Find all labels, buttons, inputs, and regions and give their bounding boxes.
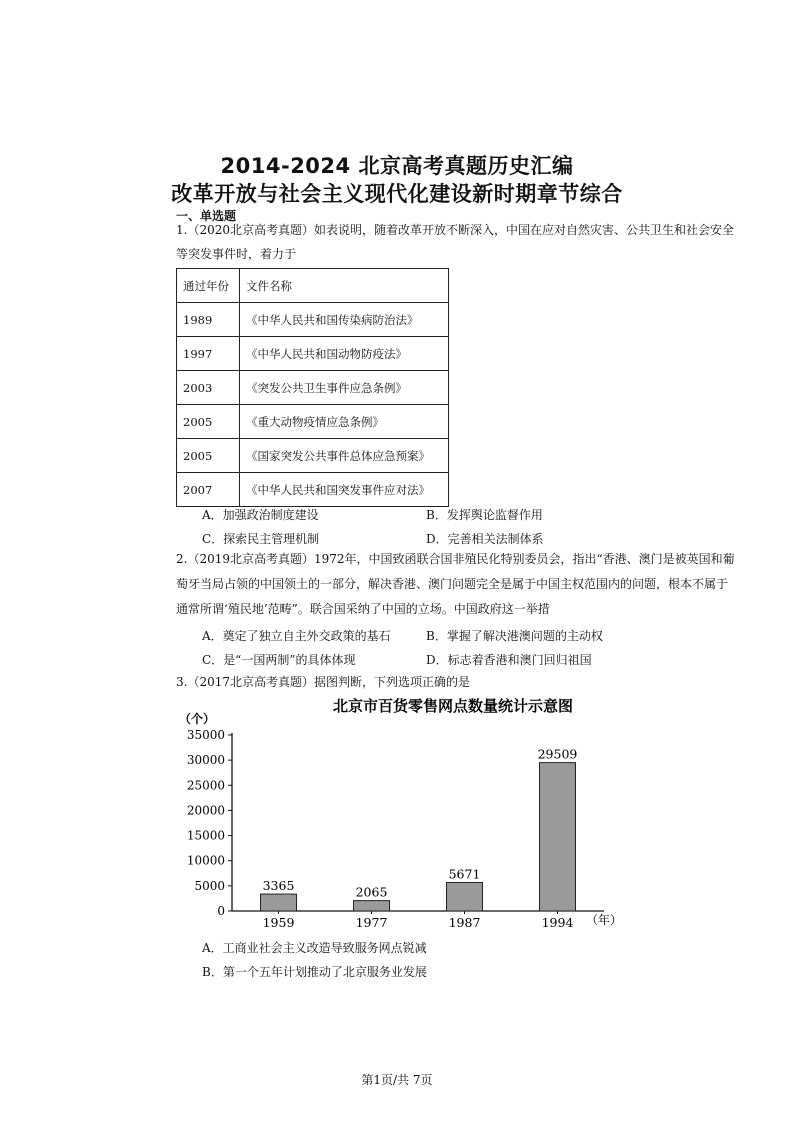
x-tick-label: 1977 — [355, 915, 388, 930]
q1-stem-line2: 等突发事件时，着力于 — [176, 247, 297, 261]
doc-title-line1: 2014-2024 北京高考真题历史汇编 — [220, 154, 574, 178]
table-header-cell: 通过年份 — [177, 269, 240, 303]
chart-bars — [261, 747, 578, 911]
bar-value-label: 2065 — [355, 884, 388, 900]
q1-option-b: B．发挥舆论监督作用 — [426, 508, 543, 522]
q1-option-d: D．完善相关法制体系 — [426, 532, 544, 546]
table-cell-year: 1997 — [177, 337, 240, 371]
section-heading: 一、单选题 — [176, 209, 237, 223]
y-tick-label: 10000 — [186, 853, 225, 868]
table-cell-year: 2005 — [177, 405, 240, 439]
q2-stem-line1: 2.（2019北京高考真题）1972年，中国致函联合国非殖民化特别委员会，指出“香港、澳门是被英国和葡 — [176, 552, 735, 566]
chart-svg — [176, 694, 626, 934]
y-tick-label: 0 — [217, 904, 225, 918]
q3-option-a: A．工商业社会主义改造导致服务网点锐减 — [202, 941, 427, 955]
chart-title: 北京市百货零售网点数量统计示意图 — [332, 697, 574, 715]
table-cell-doc: 《国家突发公共事件总体应急预案》 — [240, 439, 449, 473]
bar-1977 — [354, 901, 390, 911]
q3-option-b: B．第一个五年计划推动了北京服务业发展 — [202, 965, 427, 979]
table-cell-year: 1989 — [177, 303, 240, 337]
table-row — [177, 303, 449, 337]
bar-value-label: 29509 — [537, 746, 578, 762]
table-row — [177, 371, 449, 405]
bar-value-label: 5671 — [448, 866, 481, 882]
table-row — [177, 439, 449, 473]
table-row — [177, 337, 449, 371]
q2-stem-line2: 萄牙当局占领的中国领土的一部分，解决香港、澳门问题完全是属于中国主权范围内的问题，根本不属于 — [176, 577, 729, 591]
q2-option-d: D．标志着香港和澳门回归祖国 — [426, 653, 592, 667]
chart-y-axis-label: （个） — [179, 712, 216, 726]
table-cell-doc: 《中华人民共和国突发事件应对法》 — [240, 473, 449, 507]
table-header-cell: 文件名称 — [240, 269, 449, 303]
page-footer: 第1页/共 7页 — [361, 1073, 433, 1087]
bar-1959 — [261, 894, 297, 911]
x-tick-label: 1959 — [262, 915, 295, 930]
y-tick-label: 35000 — [186, 728, 225, 742]
q2-stem-line3: 通常所谓‘殖民地’范畴”。联合国采纳了中国的立场。中国政府这一举措 — [176, 602, 550, 616]
chart-x-axis-label: （年） — [586, 913, 623, 927]
y-tick-label: 30000 — [186, 753, 225, 768]
bar-1994 — [540, 763, 576, 911]
q1-option-a: A．加强政治制度建设 — [202, 508, 319, 522]
table-header-row — [177, 269, 449, 303]
bar-1987 — [447, 882, 483, 911]
y-tick-label: 25000 — [186, 778, 225, 793]
q3-bar-chart — [176, 694, 626, 934]
table-cell-doc: 《中华人民共和国传染病防治法》 — [240, 303, 449, 337]
x-tick-label: 1994 — [541, 915, 574, 930]
q3-stem: 3.（2017北京高考真题）据图判断，下列选项正确的是 — [176, 675, 470, 689]
y-tick-label: 20000 — [186, 803, 225, 818]
table-cell-doc: 《突发公共卫生事件应急条例》 — [240, 371, 449, 405]
table-cell-doc: 《重大动物疫情应急条例》 — [240, 405, 449, 439]
table-cell-year: 2003 — [177, 371, 240, 405]
q2-option-b: B．掌握了解决港澳问题的主动权 — [426, 629, 603, 643]
table-row — [177, 405, 449, 439]
q2-option-a: A．奠定了独立自主外交政策的基石 — [202, 629, 391, 643]
table-cell-doc: 《中华人民共和国动物防疫法》 — [240, 337, 449, 371]
table-cell-year: 2007 — [177, 473, 240, 507]
doc-title-line2: 改革开放与社会主义现代化建设新时期章节综合 — [171, 182, 623, 206]
y-tick-label: 5000 — [194, 878, 225, 893]
q2-option-c: C．是“一国两制”的具体体现 — [202, 653, 356, 667]
table-row — [177, 473, 449, 507]
q1-law-table — [176, 268, 449, 507]
q1-stem-line1: 1.（2020北京高考真题）如表说明，随着改革开放不断深入，中国在应对自然灾害、公共卫生和社会安全 — [176, 223, 734, 237]
x-tick-label: 1987 — [448, 915, 481, 930]
bar-value-label: 3365 — [262, 878, 295, 894]
q1-option-c: C．探索民主管理机制 — [202, 532, 320, 546]
y-tick-label: 15000 — [186, 828, 225, 843]
table-cell-year: 2005 — [177, 439, 240, 473]
